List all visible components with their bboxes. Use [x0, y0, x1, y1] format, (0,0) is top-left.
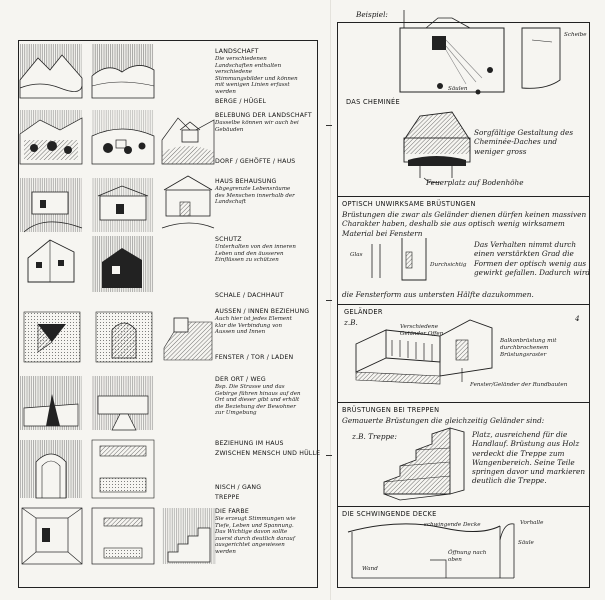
ceiling-label-4: Öffnung nach oben [448, 550, 487, 563]
caption-title: BEZIEHUNG IM HAUS [215, 440, 284, 447]
ceiling-label-5: Wand [362, 566, 378, 572]
section-title-balustrade: GELÄNDER [344, 308, 383, 316]
railings-label-drawing: Durchsichtig [430, 262, 467, 268]
stair-example-label: z.B. Treppe: [352, 432, 397, 441]
caption-text: Die verschiedenen Landschaften enthalten verschiedene Stimmungsbilder und können mit wenigen Linien erfasst werden [215, 56, 298, 95]
caption-text: Sie erzeugt Stimmungen wie Tiefe, Leben und Spannung. Das Wichtige davon sollte zuerst durch deutlich darauf ausgerichtet angewiesen werden [215, 516, 296, 555]
chimney-label-columns: Säulen [448, 86, 468, 92]
chimney-bottom-note: Feuerplatz auf Bodenhöhe [426, 178, 524, 187]
caption-title: SCHUTZ [215, 236, 242, 243]
chimney-label-scheibe: Scheibe [564, 32, 587, 38]
section-title-chimney: DAS CHEMINÉE [346, 98, 400, 106]
caption-text: Auch hier ist jedes Element klar die Verbindung von Aussen und Innen [215, 316, 292, 336]
chimney-note: Sorgfältige Gestaltung des Cheminée-Daches und weniger gross [474, 128, 574, 156]
caption-title: DORF / GEHÖFTE / HAUS [215, 158, 296, 165]
caption-title: NISCH / GANG [215, 484, 262, 491]
caption-title: ZWISCHEN MENSCH UND HÜLLE [215, 450, 321, 457]
railings-text-2: Das Verhalten nimmt durch einen verstärkten Grad die Formen der optisch wenig aus gewirkt gefallen. Dadurch wird [474, 240, 590, 277]
ceiling-label-3: Säule [518, 540, 534, 546]
caption-title: TREPPE [215, 494, 240, 501]
section-title-ceiling: DIE SCHWINGENDE DECKE [342, 510, 437, 518]
stair-railings-text-2: Platz, ausreichend für die Handlauf. Brüstung aus Holz verdeckt die Treppe zum Wangenbereich. Seine Teile springen davor und markieren deutlich die Treppe. [472, 430, 586, 486]
caption-title: FENSTER / TOR / LADEN [215, 354, 294, 361]
caption-title: DER ORT / WEG [215, 376, 266, 383]
caption-title: BELEBUNG DER LANDSCHAFT [215, 112, 312, 119]
balustrade-label-1: Verschiedene Geländer Offen [400, 324, 444, 337]
balustrade-label-2: Balkonbrüstung mit durchbrochenem Brüstungsraster [500, 338, 557, 358]
railings-text-1: Brüstungen die zwar als Geländer dienen dürfen keinen massiven Charakter haben, deshalb sie aus optisch wenig wirksamem Material bei Fenstern [342, 210, 587, 238]
caption-title: DIE FARBE [215, 508, 249, 515]
example-label: Beispiel: [356, 10, 388, 19]
balustrade-example-label: z.B. [344, 318, 358, 327]
ceiling-label-2: Vorhalle [520, 520, 544, 526]
caption-title: HAUS BEHAUSUNG [215, 178, 277, 185]
caption-title: SCHALE / DACHHAUT [215, 292, 284, 299]
stair-railings-text-1: Gemauerte Brüstungen die gleichzeitig Geländer sind: [342, 416, 545, 425]
section-title-railings: OPTISCH UNWIRKSAME BRÜSTUNGEN [342, 200, 476, 208]
ceiling-label-1: schwingende Decke [424, 522, 481, 528]
balustrade-label-3: Fenster/Geländer der Rundbauten [470, 382, 568, 388]
caption-text: Abgegrenzte Lebensräume des Menschen innerhalb der Landschaft [215, 186, 295, 206]
caption-title: BERGE / HÜGEL [215, 98, 267, 105]
section-title-stair-railings: BRÜSTUNGEN BEI TREPPEN [342, 406, 440, 414]
caption-text: Unterhalten von den inneren Leben und den äusseren Einflüssen zu schützen [215, 244, 296, 264]
railings-label-glass: Glas [350, 252, 363, 258]
railings-text-3: die Fensterform aus untersten Hälfte dazukommen. [342, 290, 534, 299]
page-number: 4 [575, 314, 580, 323]
caption-text: Bsp. Die Strasse und das Gebirge führen hinaus auf den Ort und dieser gibt und erhält die Beziehung der Bewohner zur Umgebung [215, 384, 301, 417]
caption-title: AUSSEN / INNEN BEZIEHUNG [215, 308, 310, 315]
caption-title: LANDSCHAFT [215, 48, 259, 55]
caption-text: Dasselbe können wir auch bei Gebäuden [215, 120, 299, 133]
